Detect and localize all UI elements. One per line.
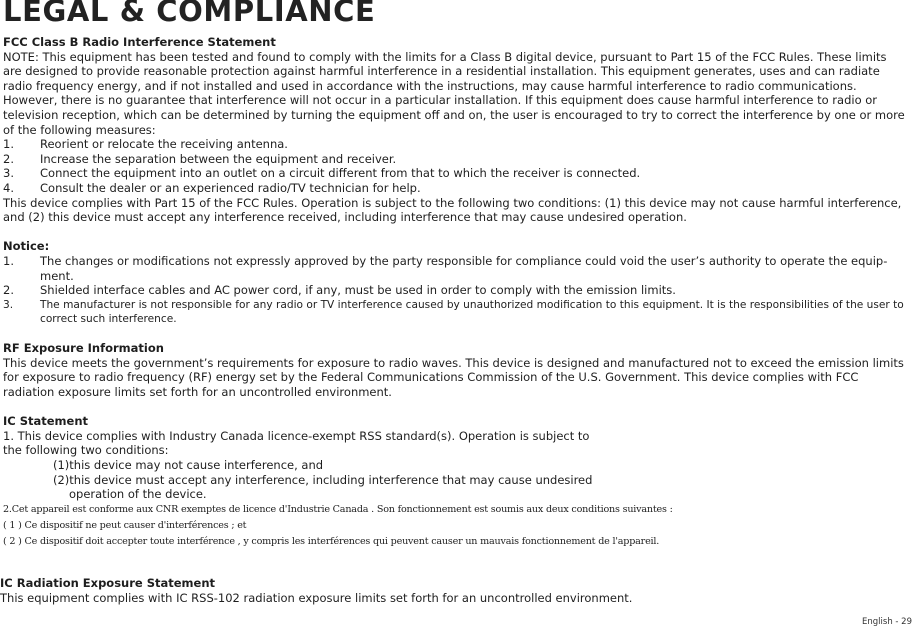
ic-heading: IC Statement <box>3 414 89 429</box>
ic-condition: (1)this device may not cause interference, and <box>53 458 324 473</box>
page-number: English - 29 <box>862 617 912 627</box>
notice-item <box>3 298 908 327</box>
list-number: 1. <box>3 137 14 152</box>
list-number: 4. <box>3 180 14 195</box>
list-number: 2. <box>3 283 14 298</box>
list-text: Consult the dealer or an experienced radio/TV technician for help. <box>40 180 421 195</box>
rf-text: This device meets the government’s requirements for exposure to radio waves. This device is designed and manufactured not to exceed the emission limits for exposure to radio frequency (RF) energy set by the Federal Communications Commission of the U.S. Government. This device complies with FCC radiation exposure limits set forth for an uncontrolled environment. <box>3 355 904 400</box>
rf-heading: RF Exposure Information <box>3 341 164 356</box>
measure-item <box>3 181 908 196</box>
ic-french-line: 2.Cet appareil est conforme aux CNR exemptes de licence d'Industrie Canada . Son fonctionnement est soumis aux deux conditions suivantes : <box>3 503 673 515</box>
ic-radiation-section <box>0 576 910 606</box>
list-text: Connect the equipment into an outlet on a circuit different from that to which the receiver is connected. <box>40 166 641 181</box>
ic-line: 1. This device complies with Industry Canada licence-exempt RSS standard(s). Operation is subject to <box>3 428 590 443</box>
ic-french-line: ( 1 ) Ce dispositif ne peut causer d'interférences ; et <box>3 519 247 531</box>
ic-condition: operation of the device. <box>69 487 207 502</box>
ic-radiation-text: This equipment complies with IC RSS-102 radiation exposure limits set forth for an uncontrolled environment. <box>0 591 633 605</box>
list-number: 3. <box>3 166 14 181</box>
list-text: Reorient or relocate the receiving antenna. <box>40 137 288 152</box>
notice-heading: Notice: <box>3 239 50 254</box>
measure-item <box>3 152 908 167</box>
measure-item <box>3 166 908 181</box>
legal-content <box>3 35 908 550</box>
notice-item <box>3 254 908 283</box>
list-text: The manufacturer is not responsible for any radio or TV interference caused by unauthorized modification to this equipment. It is the responsibilities of the user to correct such interference. <box>40 298 904 326</box>
page-title: LEGAL & COMPLIANCE <box>3 0 376 28</box>
list-number: 2. <box>3 151 14 166</box>
ic-line: the following two conditions: <box>3 443 169 458</box>
list-number: 3. <box>3 298 14 311</box>
fcc-note: NOTE: This equipment has been tested and found to comply with the limits for a Class B digital device, pursuant to Part 15 of the FCC Rules. These limits are designed to provide reasonable protection against harmful interference in a residential installation. This equipment generates, uses and can radiate radio frequency energy, and if not installed and used in accordance with the instructions, may cause harmful interference to radio communications. However, there is no guarantee that interference will not occur in a particular installation. If this equipment does cause harmful interference to radio or television reception, which can be determined by turning the equipment off and on, the user is encouraged to try to correct the interference by one or more of the following measures: <box>3 49 905 137</box>
ic-radiation-heading: IC Radiation Exposure Statement <box>0 576 216 590</box>
measure-item <box>3 137 908 152</box>
list-text: Shielded interface cables and AC power cord, if any, must be used in order to comply with the emission limits. <box>40 283 676 298</box>
list-text: The changes or modifications not expressly approved by the party responsible for compliance could void the user’s authority to operate the equip-ment. <box>40 253 888 283</box>
fcc-part15: This device complies with Part 15 of the FCC Rules. Operation is subject to the following two conditions: (1) this device may not cause harmful interference, and (2) this device must accept any interference received, including interference that may cause undesired operation. <box>3 195 902 225</box>
notice-item <box>3 283 908 298</box>
list-text: Increase the separation between the equipment and receiver. <box>40 151 397 166</box>
fcc-heading: FCC Class B Radio Interference Statement <box>3 35 276 49</box>
list-number: 1. <box>3 253 14 268</box>
ic-french-line: ( 2 ) Ce dispositif doit accepter toute interférence , y compris les interférences qui peuvent causer un mauvais fonctionnement de l'appareil. <box>3 535 660 547</box>
ic-condition: (2)this device must accept any interference, including interference that may cause undesired <box>53 472 593 487</box>
